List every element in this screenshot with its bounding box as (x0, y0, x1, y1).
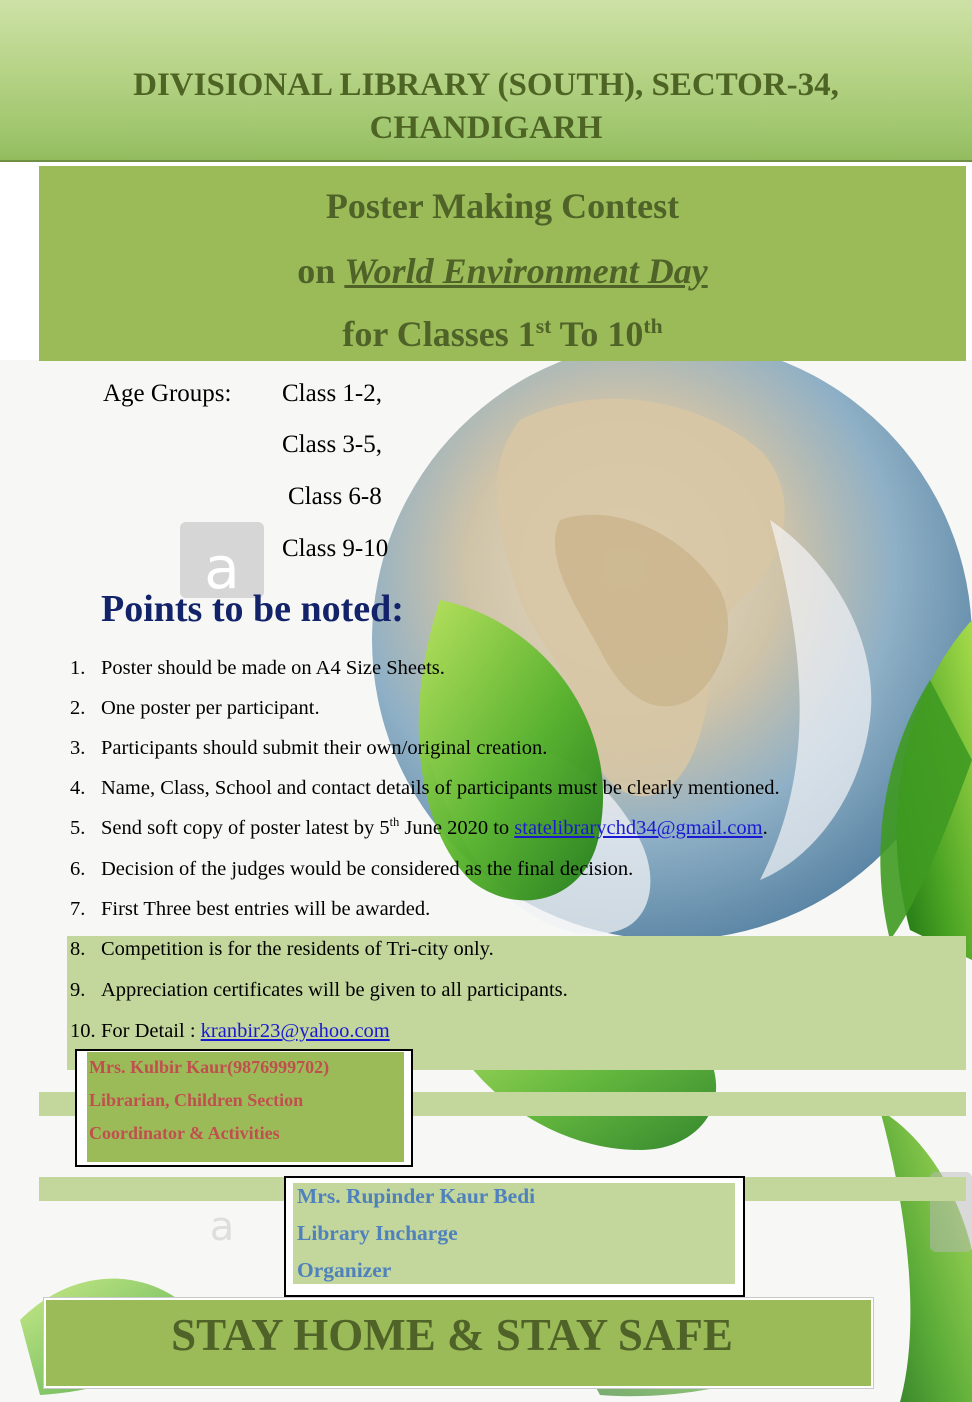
library-title (0, 64, 972, 150)
footer-slogan: STAY HOME & STAY SAFE (171, 1310, 733, 1360)
rule-text: Decision of the judges would be considered as the final decision. (101, 858, 634, 880)
rule-text-part: Send soft copy of poster latest by 5 (101, 817, 390, 839)
rule-number: 1. (70, 657, 86, 679)
svg-text:a: a (204, 534, 240, 602)
rule-text (101, 817, 768, 840)
age-groups-label: Age Groups: (103, 380, 232, 407)
classes-sup-last: th (643, 314, 663, 338)
rule-text: Poster should be made on A4 Size Sheets. (101, 657, 445, 679)
rule-text: Name, Class, School and contact details of participants must be clearly mentioned. (101, 777, 780, 799)
contest-title: Poster Making Contest (325, 186, 680, 226)
rule-number: 9. (70, 979, 86, 1001)
contest-banner (39, 166, 966, 361)
rule-number: 8. (70, 938, 86, 960)
detail-email-link[interactable]: kranbir23@yahoo.com (200, 1020, 390, 1042)
classes-mid: To 10 (551, 314, 644, 354)
rule-text: First Three best entries will be awarded. (101, 898, 431, 920)
library-title-line2: CHANDIGARH (369, 110, 603, 146)
rule-date-sup: th (389, 815, 400, 830)
rule-number: 3. (70, 737, 86, 759)
rule-number: 10. (70, 1020, 96, 1042)
rule-number: 4. (70, 777, 86, 799)
submission-email-link[interactable]: statelibrarychd34@gmail.com (514, 817, 763, 839)
rule-text: Participants should submit their own/original creation. (101, 737, 548, 759)
rule-number: 2. (70, 697, 86, 719)
rule-number: 6. (70, 858, 86, 880)
coordinator-role: Librarian, Children Section (89, 1090, 304, 1110)
age-group-item: Class 1-2, (282, 380, 382, 407)
rule-number: 7. (70, 898, 86, 920)
contest-event-line (39, 249, 966, 293)
contest-on-prefix: on (297, 251, 345, 291)
library-title-line1: DIVISIONAL LIBRARY (SOUTH), SECTOR-34, (133, 67, 839, 103)
coordinator-name: Mrs. Kulbir Kaur(9876999702) (89, 1057, 330, 1077)
points-heading: Points to be noted: (101, 588, 404, 630)
rule-text-part: . (762, 817, 768, 839)
classes-sup-first: st (535, 314, 552, 338)
classes-prefix: for Classes 1 (342, 314, 536, 354)
organizer-role: Library Incharge (297, 1221, 458, 1245)
age-group-item: Class 9-10 (282, 535, 389, 562)
event-name: World Environment Day (344, 251, 708, 291)
age-group-item: Class 3-5, (282, 431, 382, 458)
organizer-name: Mrs. Rupinder Kaur Bedi (297, 1184, 536, 1208)
rule-text-part: For Detail : (101, 1020, 201, 1042)
coordinator-duty: Coordinator & Activities (89, 1123, 280, 1143)
rule-text: Appreciation certificates will be given to all participants. (101, 979, 568, 1001)
rule-text: Competition is for the residents of Tri-city only. (101, 938, 494, 960)
age-group-item: Class 6-8 (288, 483, 382, 510)
rule-text-part: June 2020 to (399, 817, 515, 839)
rule-number: 5. (70, 817, 86, 839)
organizer-duty: Organizer (297, 1258, 392, 1282)
svg-text:a: a (209, 1204, 235, 1250)
rule-text (101, 1020, 390, 1043)
contest-classes-line (39, 312, 966, 356)
rule-text: One poster per participant. (101, 697, 320, 719)
